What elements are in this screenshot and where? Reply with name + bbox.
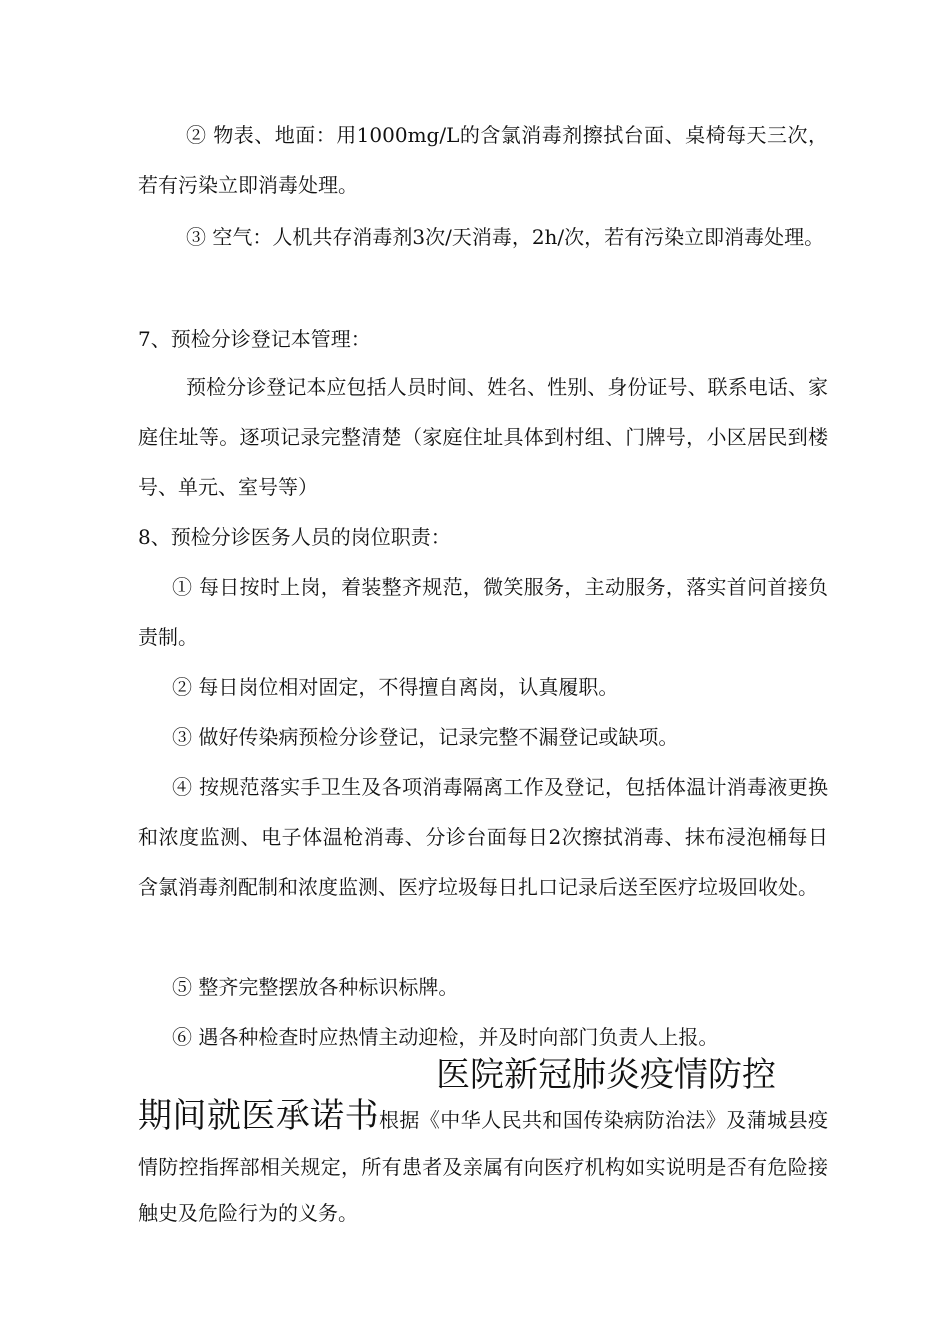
duty-item-5: ⑤ 整齐完整摆放各种标识标牌。 <box>172 975 459 999</box>
section-heading-registration: 7、预检分诊登记本管理： <box>138 327 371 351</box>
paragraph-registration-content: 预检分诊登记本应包括人员时间、姓名、性别、身份证号、联系电话、家庭住址等。逐项记录完整清楚（家庭住址具体到村组、门牌号，小区居民到楼号、单元、室号等） <box>138 375 828 499</box>
duty-item-2: ② 每日岗位相对固定，不得擅自离岗，认真履职。 <box>172 675 619 699</box>
commitment-block <box>138 1088 828 1236</box>
commitment-body: 根据《中华人民共和国传染病防治法》及蒲城县疫情防控指挥部相关规定，所有患者及亲属有向医疗机构如实说明是否有危险接触史及危险行为的义务。 <box>138 1108 828 1225</box>
duty-item-6: ⑥ 遇各种检查时应热情主动迎检，并及时向部门负责人上报。 <box>172 1025 719 1049</box>
duty-item-3: ③ 做好传染病预检分诊登记，记录完整不漏登记或缺项。 <box>172 725 679 749</box>
duty-item-4: ④ 按规范落实手卫生及各项消毒隔离工作及登记，包括体温计消毒液更换和浓度监测、电子体温枪消毒、分诊台面每日2次擦拭消毒、抹布浸泡桶每日含氯消毒剂配制和浓度监测、医疗垃圾每日扎口记录后送至医疗垃圾回收处。 <box>138 775 828 899</box>
commitment-title-line-2: 期间就医承诺书 <box>138 1096 379 1136</box>
commitment-title-line-1: 医院新冠肺炎疫情防控 <box>436 1055 776 1095</box>
paragraph-surface-disinfection: ② 物表、地面：用1000mg/L的含氯消毒剂擦拭台面、桌椅每天三次，若有污染立即消毒处理。 <box>138 123 828 197</box>
section-heading-duties: 8、预检分诊医务人员的岗位职责： <box>138 525 451 549</box>
duty-item-1: ① 每日按时上岗，着装整齐规范，微笑服务，主动服务，落实首问首接负责制。 <box>138 575 828 649</box>
paragraph-air-disinfection: ③ 空气：人机共存消毒剂3次/天消毒，2h/次，若有污染立即消毒处理。 <box>186 225 825 249</box>
